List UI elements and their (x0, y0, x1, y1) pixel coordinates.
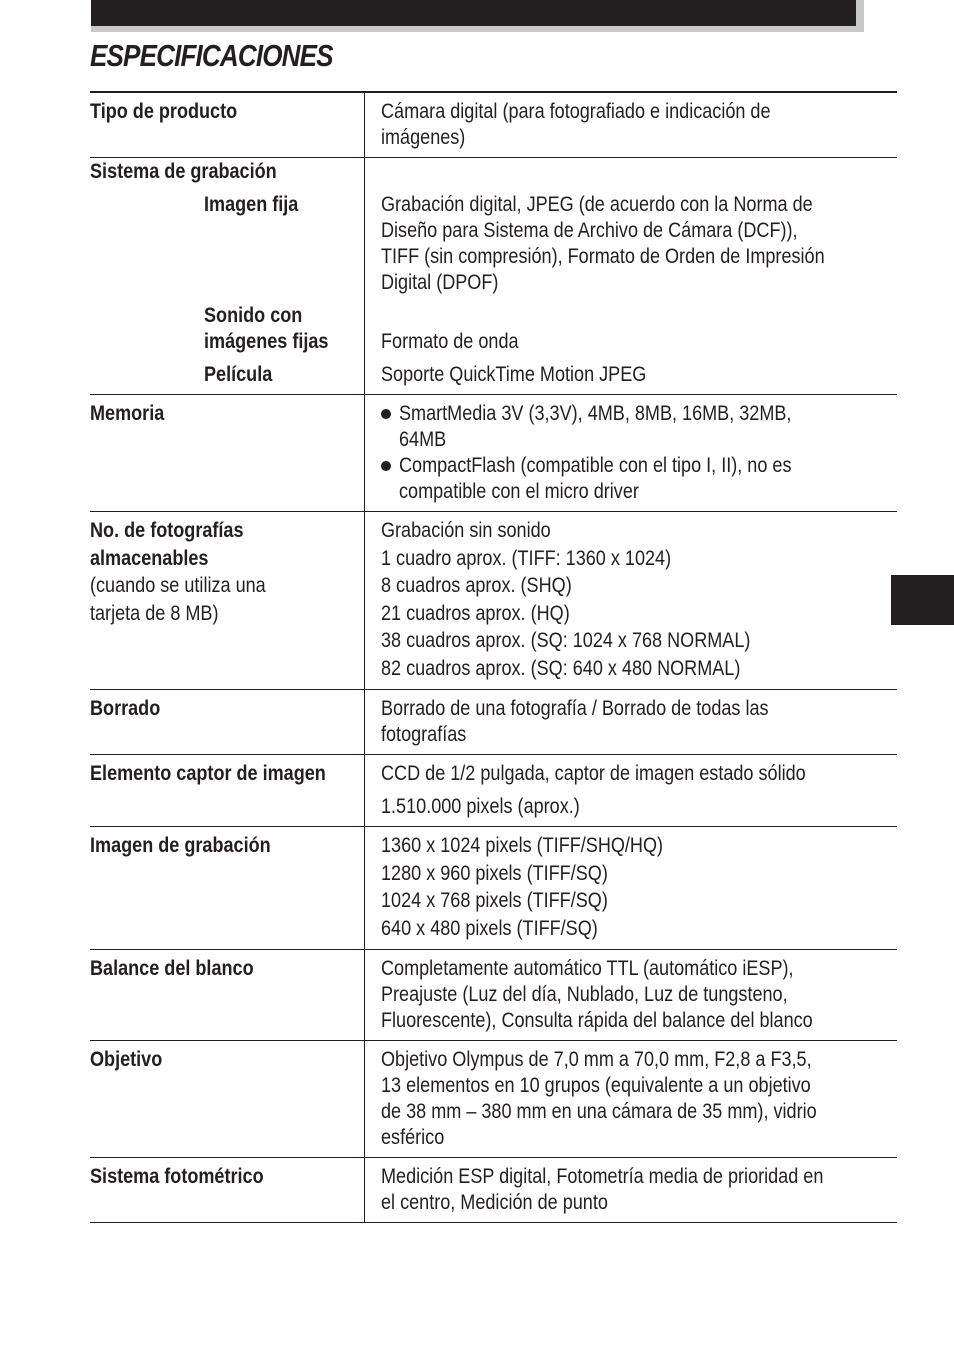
bullet-icon (381, 409, 391, 419)
spec-value-line: SmartMedia 3V (3,3V), 4MB, 8MB, 16MB, 32MB, (399, 402, 792, 425)
spec-value-line: CompactFlash (compatible con el tipo I, II), no es (399, 454, 792, 477)
spec-value-line: 1.510.000 pixels (aprox.) (381, 795, 581, 818)
spec-value-line: de 38 mm – 380 mm en una cámara de 35 mm), vidrio (381, 1100, 817, 1123)
spec-row-sistema (90, 158, 897, 186)
spec-label: Elemento captor de imagen (90, 762, 326, 785)
spec-value-line: 1360 x 1024 pixels (TIFF/SHQ/HQ) (381, 834, 664, 857)
spec-value-line: Completamente automático TTL (automático iESP), (381, 957, 794, 980)
spec-label: Balance del blanco (90, 957, 254, 980)
spec-note: tarjeta de 8 MB) (90, 601, 219, 625)
spec-value-line: 1024 x 768 pixels (TIFF/SQ) (381, 889, 609, 912)
spec-label: Sistema fotométrico (90, 1165, 264, 1188)
spec-value-line: Digital (DPOF) (381, 271, 499, 294)
spec-row-fotos (90, 512, 897, 690)
spec-value-line: esférico (381, 1126, 445, 1149)
spec-sublabel: Película (204, 363, 273, 386)
spec-value-line: Grabación sin sonido (381, 519, 551, 542)
spec-value-line: Preajuste (Luz del día, Nublado, Luz de tungsteno, (381, 983, 788, 1006)
spec-row-borrado (90, 690, 897, 755)
spec-value-line: Fluorescente), Consulta rápida del balance del blanco (381, 1009, 813, 1032)
spec-value-line: imágenes) (381, 126, 466, 149)
spec-label: Tipo de producto (90, 100, 238, 123)
spec-value-line: Grabación digital, JPEG (de acuerdo con la Norma de (381, 193, 813, 216)
spec-value-line: TIFF (sin compresión), Formato de Orden de Impresión (381, 245, 825, 268)
spec-value-line: Borrado de una fotografía / Borrado de todas las (381, 697, 769, 720)
spec-row-captor (90, 755, 897, 827)
spec-value-line: 640 x 480 pixels (TIFF/SQ) (381, 916, 599, 940)
spec-value-line: 82 cuadros aprox. (SQ: 640 x 480 NORMAL) (381, 656, 741, 680)
spec-value-line: Diseño para Sistema de Archivo de Cámara (DCF)), (381, 219, 798, 242)
spec-value-line: 1 cuadro aprox. (TIFF: 1360 x 1024) (381, 546, 672, 570)
spec-row-sonido (90, 296, 897, 355)
spec-row-tipo (90, 92, 897, 158)
spec-label: Imagen de grabación (90, 834, 271, 857)
spec-value-line: el centro, Medición de punto (381, 1191, 609, 1214)
spec-value-line: 8 cuadros aprox. (SHQ) (381, 574, 572, 597)
spec-value-line: compatible con el micro driver (399, 480, 640, 503)
spec-note: (cuando se utiliza una (90, 574, 266, 597)
spec-row-memoria (90, 395, 897, 512)
spec-sublabel: Imagen fija (204, 193, 299, 216)
spec-value-line: 64MB (399, 428, 447, 451)
section-thumb-tab (891, 575, 954, 625)
spec-row-objetivo (90, 1041, 897, 1158)
spec-value-line: CCD de 1/2 pulgada, captor de imagen estado sólido (381, 762, 806, 785)
spec-row-fotometria (90, 1158, 897, 1223)
spec-label: Objetivo (90, 1048, 163, 1071)
header-bar (91, 0, 856, 26)
spec-value-line: Objetivo Olympus de 7,0 mm a 70,0 mm, F2,8 a F3,5, (381, 1048, 812, 1071)
spec-value-line: Formato de onda (381, 330, 519, 353)
spec-value-line: Medición ESP digital, Fotometría media de prioridad en (381, 1165, 824, 1188)
header-bar-shadow-bottom (91, 26, 864, 32)
spec-row-imagen-fija (90, 185, 897, 296)
spec-value-line: 38 cuadros aprox. (SQ: 1024 x 768 NORMAL) (381, 629, 751, 652)
spec-value-line: fotografías (381, 723, 467, 746)
spec-label: Borrado (90, 697, 161, 720)
spec-value-line: 1280 x 960 pixels (TIFF/SQ) (381, 861, 609, 885)
spec-sublabel: imágenes fijas (204, 330, 329, 353)
page-title: ESPECIFICACIONES (90, 38, 333, 73)
spec-row-imagen-grabacion (90, 827, 897, 950)
bullet-icon (381, 461, 391, 471)
spec-value-line: 13 elementos en 10 grupos (equivalente a un objetivo (381, 1074, 811, 1097)
spec-value-line: Cámara digital (para fotografiado e indicación de (381, 100, 771, 123)
spec-label: Sistema de grabación (90, 160, 277, 183)
spec-row-pelicula (90, 355, 897, 395)
spec-row-balance (90, 950, 897, 1041)
spec-value-line: 21 cuadros aprox. (HQ) (381, 601, 570, 625)
specifications-table (90, 91, 897, 1223)
spec-label: No. de fotografías (90, 519, 244, 542)
spec-label: Memoria (90, 402, 165, 425)
spec-sublabel: Sonido con (204, 304, 303, 327)
spec-label: almacenables (90, 546, 209, 570)
spec-value-line: Soporte QuickTime Motion JPEG (381, 363, 647, 386)
